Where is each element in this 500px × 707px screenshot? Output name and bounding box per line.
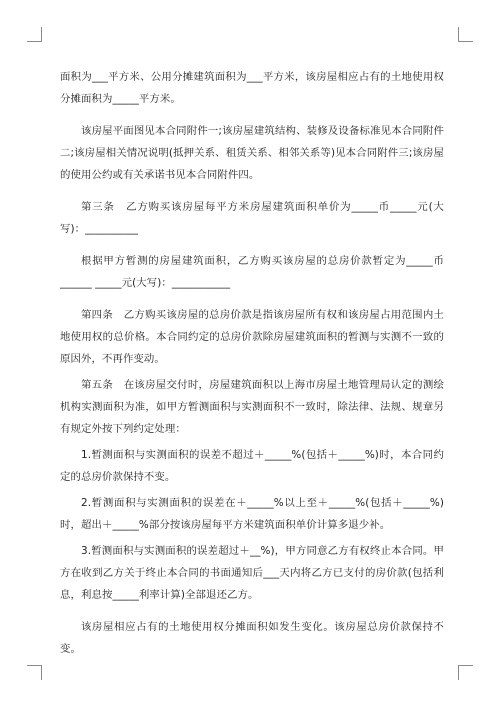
paragraph-article-5: 第五条 在该房屋交付时，房屋建筑面积以上海市房屋土地管理局认定的测绘机构实测面积为准，如甲方暂测面积与实测面积不一致时，除法律、法规、规章另有规定外按下列约定处理： bbox=[60, 379, 444, 435]
paragraph-land-use: 该房屋相应占有的土地使用权分摊面积如发生变化。该房屋总房价款保持不变。 bbox=[60, 621, 444, 655]
paragraph-area-summary: 面积为___平方米、公用分摊建筑面积为___平方米，该房屋相应占有的土地使用权分摊面积为_____平方米。 bbox=[60, 71, 444, 105]
paragraph-total-price: 根据甲方暂测的房屋建筑面积，乙方购买该房屋的总房价款暂定为_____币______ _____元(大写)：___________ bbox=[60, 255, 444, 289]
document-body bbox=[60, 66, 444, 670]
crop-mark-top-right bbox=[458, 27, 473, 42]
crop-mark-bottom-left bbox=[27, 665, 42, 680]
paragraph-article-4: 第四条 乙方购买该房屋的总房价款是指该房屋所有权和该房屋占用范围内土地使用权的总价格。本合同约定的总房价款除房屋建筑面积的暂测与实测不一致的原因外，不再作变动。 bbox=[60, 309, 444, 365]
crop-mark-top-left bbox=[27, 27, 42, 42]
paragraph-clause-2: 2.暂测面积与实测面积的误差在＋_____%以上至＋_____%(包括＋_____%)时，超出＋_____%部分按该房屋每平方米建筑面积单价计算多退少补。 bbox=[60, 497, 444, 531]
paragraph-clause-1: 1.暂测面积与实测面积的误差不超过＋_____%(包括＋_____%)时，本合同约定的总房价款保持不变。 bbox=[60, 449, 444, 483]
paragraph-article-3: 第三条 乙方购买该房屋每平方米房屋建筑面积单价为_____币_____元(大写)：__________ bbox=[60, 201, 444, 235]
crop-mark-bottom-right bbox=[458, 665, 473, 680]
paragraph-clause-3: 3.暂测面积与实测面积的误差超过＋__%)，甲方同意乙方有权终止本合同。甲方在收到乙方关于终止本合同的书面通知后___天内将乙方已支付的房价款(包括利息，利息按_____利率计算)全部退还乙方。 bbox=[60, 545, 444, 601]
paragraph-attachments: 该房屋平面图见本合同附件一;该房屋建筑结构、装修及设备标准见本合同附件二;该房屋相关情况说明(抵押关系、租赁关系、相邻关系等)见本合同附件三;该房屋的使用公约或有关承诺书见本合同附件四。 bbox=[60, 125, 444, 181]
